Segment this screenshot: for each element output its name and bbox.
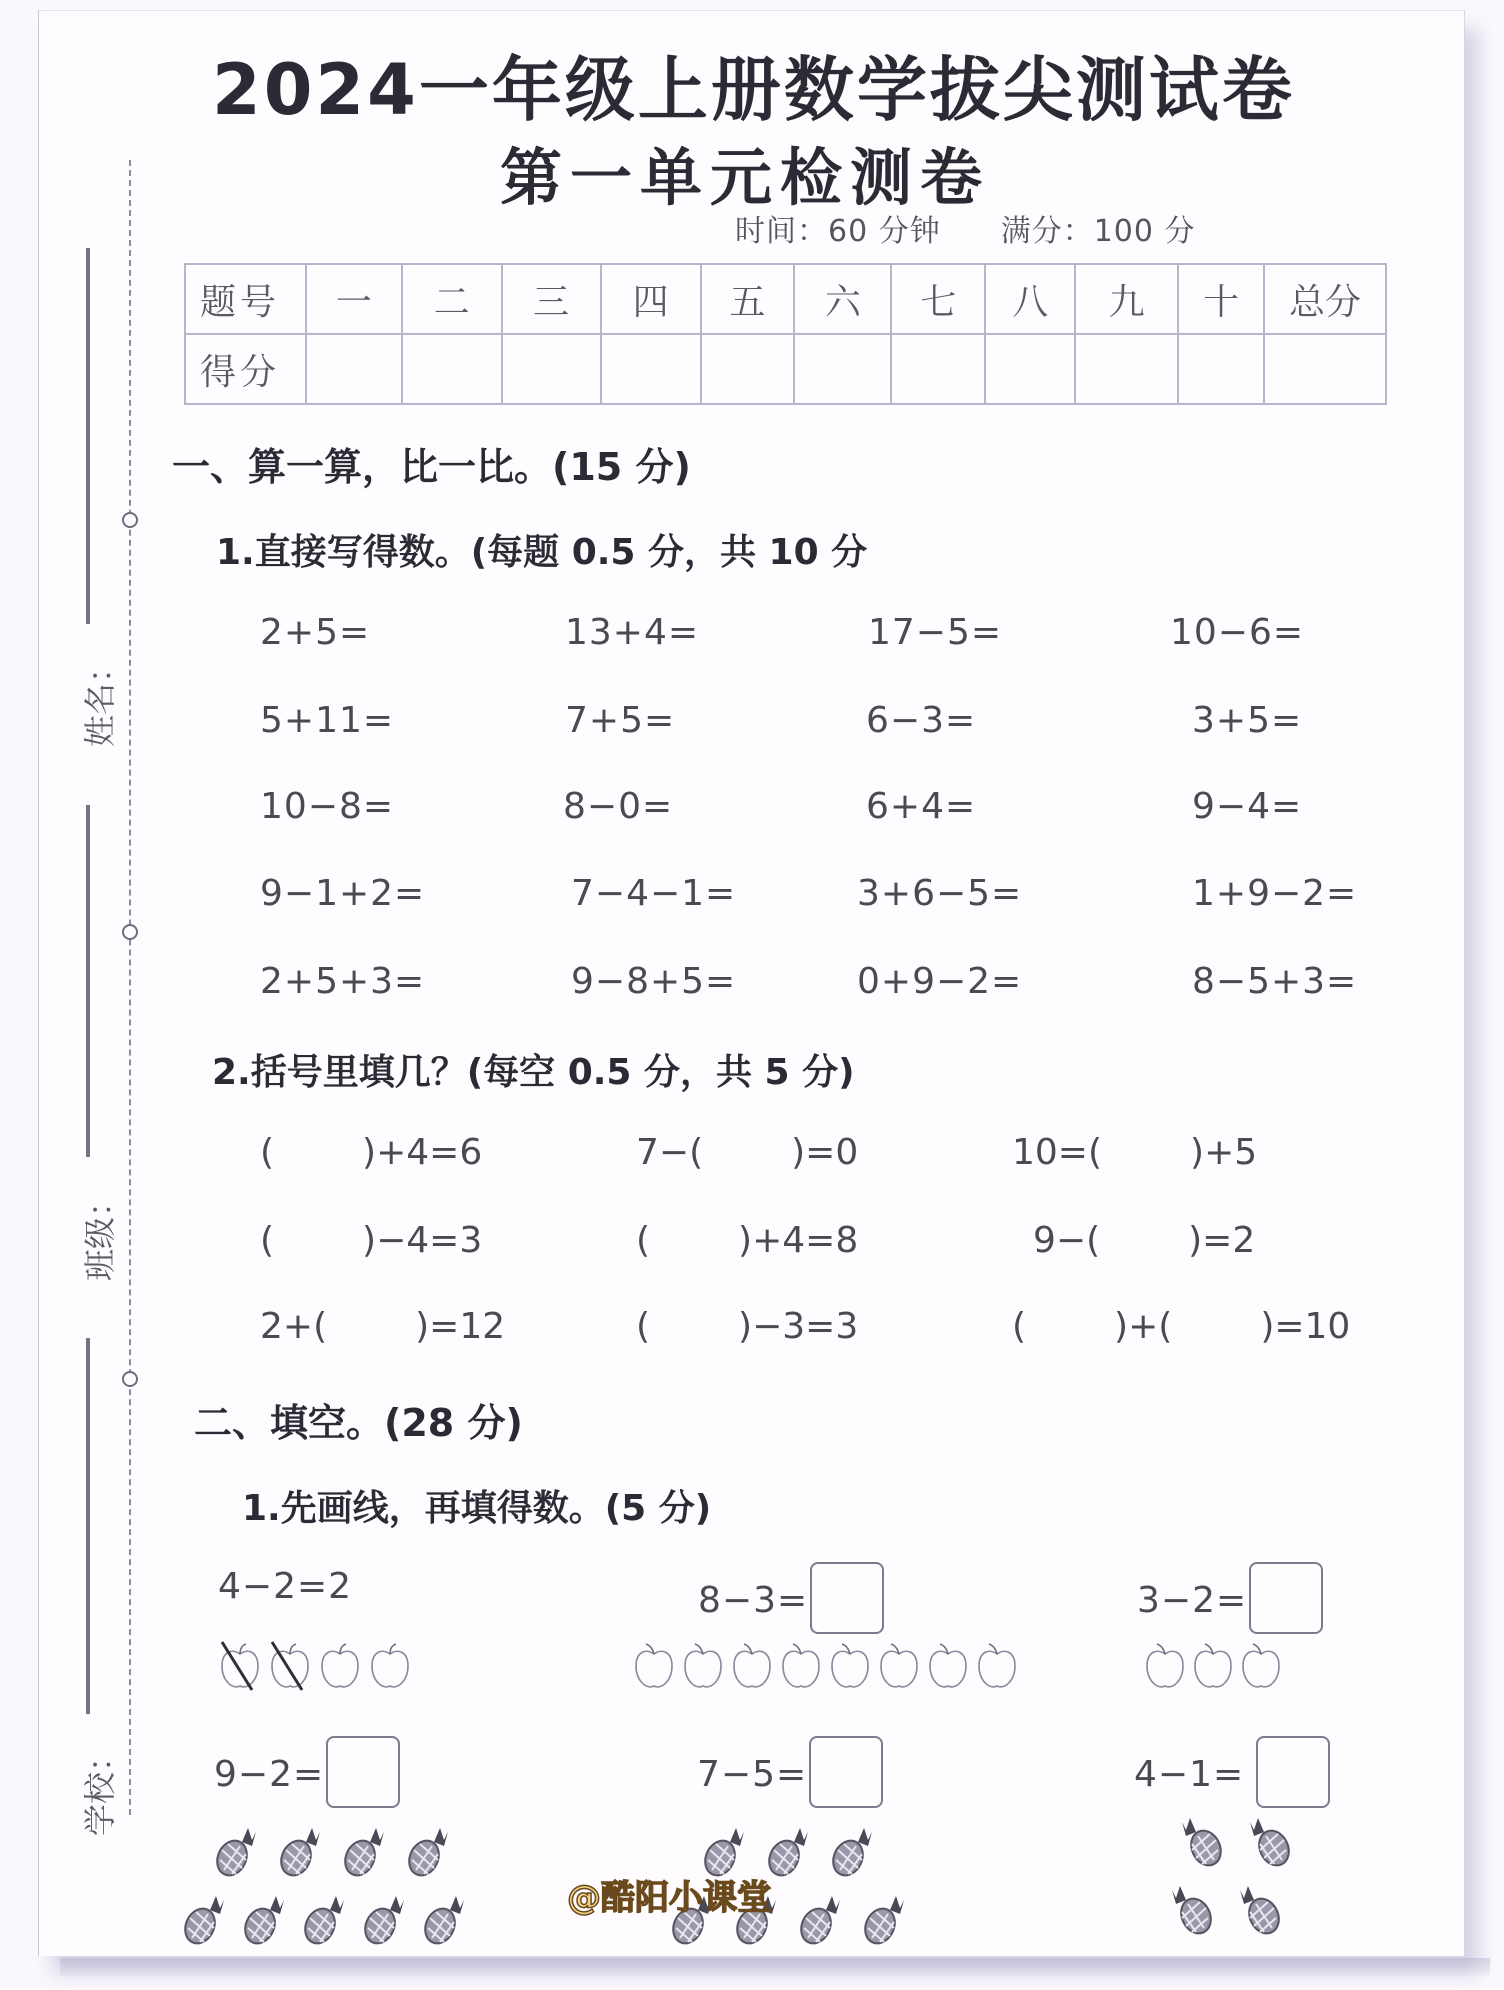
col-header: 九 [1075, 264, 1178, 334]
exam-subtitle: 第一单元检测卷 [500, 141, 991, 214]
arith-problem: 2+5= [260, 612, 371, 653]
pineapple-icon [1234, 1880, 1284, 1936]
pineapple-icon [1176, 1812, 1226, 1868]
pineapple-icon [240, 1890, 290, 1946]
section-2-part-1-heading: 1.先画线，再填得数。(5 分) [242, 1488, 712, 1529]
binding-hole-icon [122, 512, 138, 528]
apple-icon [368, 1640, 412, 1692]
exam-info [735, 206, 1196, 250]
arith-problem: 6−3= [866, 700, 977, 741]
apple-icon-crossed [268, 1640, 312, 1692]
answer-box[interactable] [1256, 1736, 1330, 1808]
picture-equation: 4−1= [1134, 1740, 1330, 1812]
section-1-heading: 一、算一算，比一比。(15 分) [172, 445, 691, 489]
pineapple-icon [340, 1822, 390, 1878]
col-header: 四 [601, 264, 701, 334]
pineapple-group [212, 1822, 454, 1878]
paren-problem: 9−( )=2 [1033, 1220, 1256, 1261]
pineapple-icon [1166, 1880, 1216, 1936]
apple-icon [318, 1640, 362, 1692]
time-limit: 时间：60 分钟 [735, 214, 941, 249]
picture-equation: 7−5= [697, 1740, 883, 1812]
pineapple-icon [420, 1890, 470, 1946]
col-header: 六 [794, 264, 891, 334]
picture-equation: 3−2= [1137, 1566, 1323, 1638]
score-cell[interactable] [1178, 334, 1264, 404]
arith-problem: 8−0= [563, 786, 674, 827]
paren-problem: 2+( )=12 [260, 1306, 506, 1347]
apple-group [218, 1640, 412, 1692]
pineapple-group [1166, 1880, 1284, 1936]
pineapple-icon [212, 1822, 262, 1878]
arith-problem: 3+6−5= [857, 873, 1023, 914]
answer-box[interactable] [809, 1736, 883, 1808]
name-label: 姓名： [81, 650, 120, 748]
arith-problem: 2+5+3= [260, 961, 426, 1002]
arith-problem: 7+5= [565, 700, 676, 741]
answer-box[interactable] [1249, 1562, 1323, 1634]
school-label: 学校： [81, 1739, 120, 1837]
arith-problem: 17−5= [868, 612, 1003, 653]
pineapple-icon [360, 1890, 410, 1946]
arith-problem: 8−5+3= [1192, 961, 1358, 1002]
pineapple-group [180, 1890, 470, 1946]
apple-icon [1191, 1640, 1235, 1692]
apple-icon [828, 1640, 872, 1692]
apple-group [632, 1640, 1019, 1692]
score-cell-total[interactable] [1264, 334, 1386, 404]
score-row [185, 334, 1386, 404]
page-shadow [60, 1958, 1490, 1976]
col-header: 三 [502, 264, 601, 334]
binding-hole-icon [122, 924, 138, 940]
pineapple-icon [828, 1822, 878, 1878]
score-cell[interactable] [985, 334, 1075, 404]
apple-icon [681, 1640, 725, 1692]
apple-icon [632, 1640, 676, 1692]
paren-problem: ( )+4=6 [260, 1132, 483, 1173]
apple-icon [1239, 1640, 1283, 1692]
row-header-score: 得分 [185, 334, 306, 404]
arith-problem: 9−4= [1192, 786, 1303, 827]
watermark: @酷阳小课堂 [567, 1878, 771, 1918]
pineapple-icon [796, 1890, 846, 1946]
apple-icon [975, 1640, 1019, 1692]
arith-problem: 1+9−2= [1192, 873, 1358, 914]
picture-equation: 9−2= [214, 1740, 400, 1812]
arith-problem: 10−6= [1170, 612, 1305, 653]
pineapple-icon [276, 1822, 326, 1878]
binding-dashed-line [129, 160, 131, 1815]
name-write-line[interactable] [86, 248, 90, 624]
pineapple-icon [764, 1822, 814, 1878]
score-cell[interactable] [794, 334, 891, 404]
full-score: 满分：100 分 [1000, 214, 1196, 249]
apple-icon [779, 1640, 823, 1692]
section-2-heading: 二、填空。(28 分) [194, 1401, 523, 1445]
pineapple-icon [860, 1890, 910, 1946]
apple-icon [1143, 1640, 1187, 1692]
paren-problem: 10=( )+5 [1012, 1132, 1258, 1173]
score-cell[interactable] [306, 334, 402, 404]
apple-icon [877, 1640, 921, 1692]
pineapple-group [1176, 1812, 1294, 1868]
score-cell[interactable] [1075, 334, 1178, 404]
apple-icon-crossed [218, 1640, 262, 1692]
score-cell[interactable] [601, 334, 701, 404]
arith-problem: 3+5= [1192, 700, 1303, 741]
score-table [184, 263, 1387, 405]
col-header-total: 总分 [1264, 264, 1386, 334]
col-header: 七 [891, 264, 985, 334]
picture-equation: 4−2=2 [218, 1566, 353, 1607]
arith-problem: 9−1+2= [260, 873, 426, 914]
apple-group [1143, 1640, 1283, 1692]
arith-problem: 9−8+5= [571, 961, 737, 1002]
col-header: 八 [985, 264, 1075, 334]
class-label: 班级： [81, 1184, 120, 1282]
arith-problem: 13+4= [565, 612, 700, 653]
arith-problem: 0+9−2= [857, 961, 1023, 1002]
binding-hole-icon [122, 1371, 138, 1387]
arith-problem: 6+4= [866, 786, 977, 827]
exam-title: 2024一年级上册数学拔尖测试卷 [212, 49, 1295, 131]
paren-problem: 7−( )=0 [636, 1132, 859, 1173]
paren-problem: ( )+4=8 [636, 1220, 859, 1261]
apple-icon [730, 1640, 774, 1692]
class-write-line[interactable] [86, 805, 90, 1157]
score-cell[interactable] [701, 334, 795, 404]
score-cell[interactable] [502, 334, 601, 404]
paren-problem: ( )−3=3 [636, 1306, 859, 1347]
apple-icon [926, 1640, 970, 1692]
answer-box[interactable] [810, 1562, 884, 1634]
col-header: 五 [701, 264, 795, 334]
question-number-row [185, 264, 1386, 334]
col-header: 二 [402, 264, 502, 334]
score-cell[interactable] [891, 334, 985, 404]
pineapple-icon [404, 1822, 454, 1878]
col-header: 十 [1178, 264, 1264, 334]
arith-problem: 7−4−1= [571, 873, 737, 914]
section-1-part-2-heading: 2.括号里填几？(每空 0.5 分，共 5 分) [212, 1052, 855, 1093]
row-header-question: 题号 [185, 264, 306, 334]
pineapple-icon [1244, 1812, 1294, 1868]
school-write-line[interactable] [86, 1338, 90, 1714]
col-header: 一 [306, 264, 402, 334]
pineapple-icon [180, 1890, 230, 1946]
paren-problem: ( )+( )=10 [1012, 1306, 1351, 1347]
pineapple-icon [300, 1890, 350, 1946]
arith-problem: 5+11= [260, 700, 395, 741]
picture-equation: 8−3= [698, 1566, 884, 1638]
answer-box[interactable] [326, 1736, 400, 1808]
paren-problem: ( )−4=3 [260, 1220, 483, 1261]
arith-problem: 10−8= [260, 786, 395, 827]
score-cell[interactable] [402, 334, 502, 404]
section-1-part-1-heading: 1.直接写得数。(每题 0.5 分，共 10 分 [216, 532, 868, 573]
